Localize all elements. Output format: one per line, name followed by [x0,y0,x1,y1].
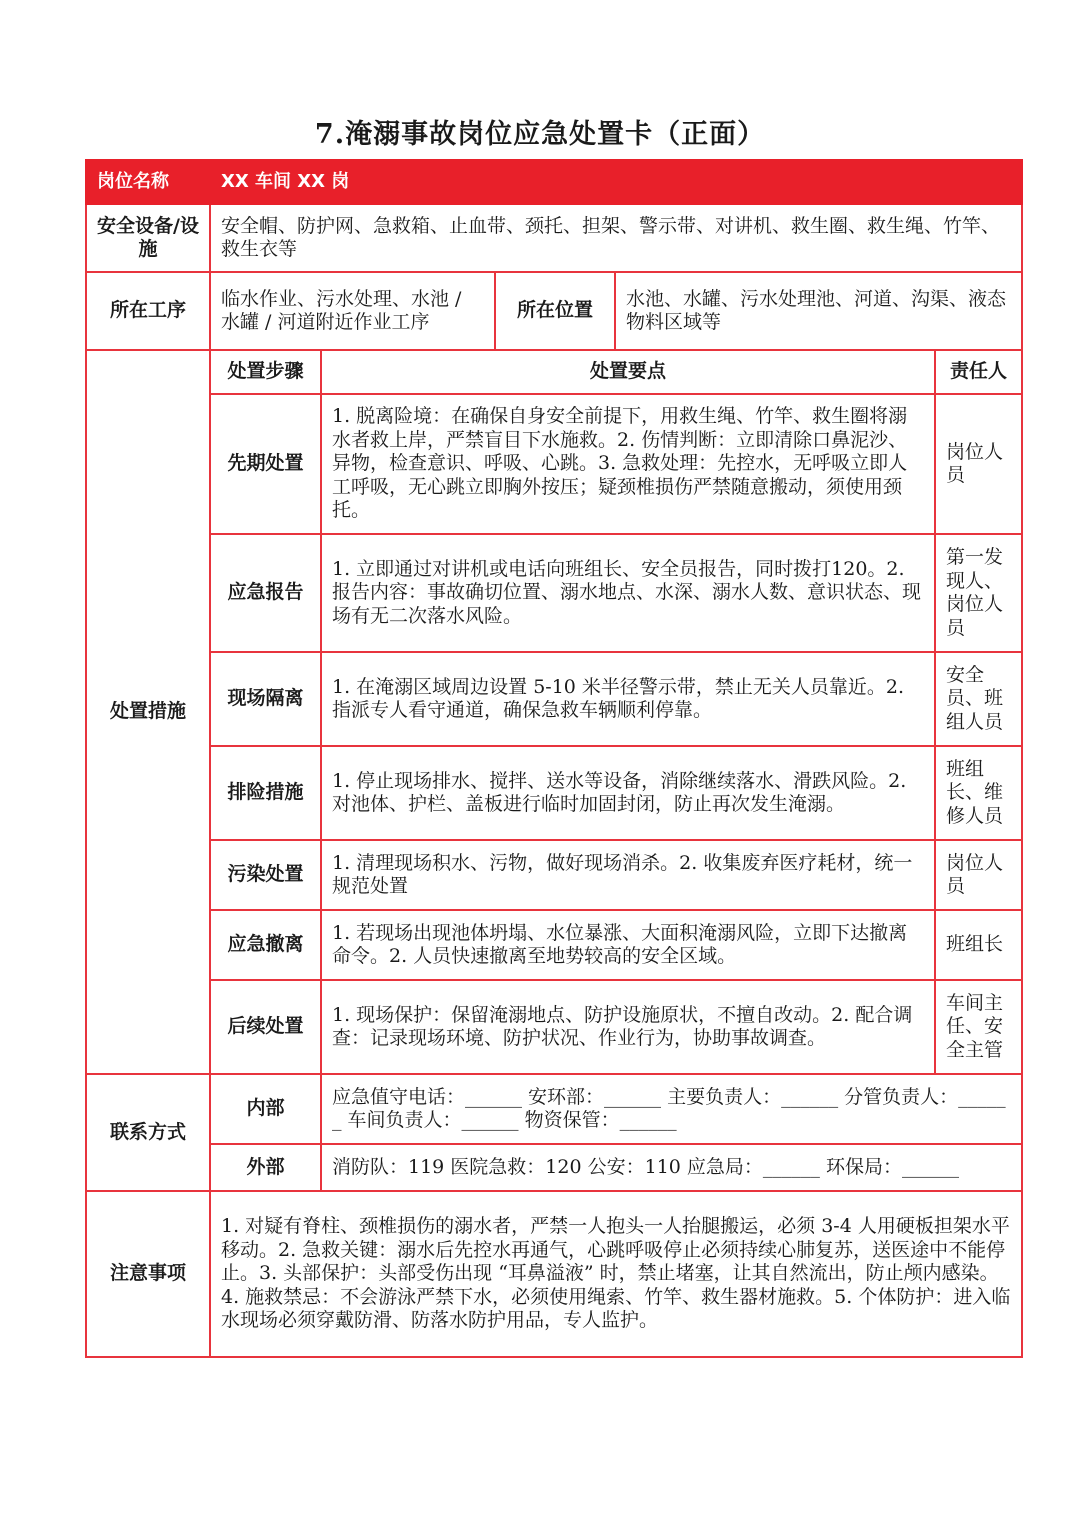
step-points: 1. 在淹溺区域周边设置 5-10 米半径警示带，禁止无关人员靠近。2. 指派专人看守通道，确保急救车辆顺利停靠。 [321,652,935,746]
equipment-row [86,204,1022,272]
notes-label: 注意事项 [86,1191,210,1357]
step-points: 1. 立即通过对讲机或电话向班组长、安全员报告，同时拨打120。2. 报告内容：事故确切位置、溺水地点、水深、溺水人数、意识状态、现场有无二次落水风险。 [321,534,935,652]
process-label: 所在工序 [86,272,210,350]
header-row [86,160,1022,204]
measure-row [86,840,1022,910]
step-name: 应急报告 [210,534,321,652]
emergency-card-table [85,159,1023,1358]
step-person: 班组长 [935,910,1022,980]
step-person: 岗位人员 [935,394,1022,534]
step-person: 第一发现人、岗位人员 [935,534,1022,652]
location-label: 所在位置 [495,272,615,350]
measure-row [86,910,1022,980]
step-person: 车间主任、安全主管 [935,980,1022,1074]
contact-internal-value: 应急值守电话：______ 安环部：______ 主要负责人：______ 分管负责人：______ 车间负责人：______ 物资保管：______ [321,1074,1022,1144]
contact-internal-label: 内部 [210,1074,321,1144]
contact-external-value: 消防队：119 医院急救：120 公安：110 应急局：______ 环保局：______ [321,1144,1022,1191]
step-points: 1. 停止现场排水、搅拌、送水等设备，消除继续落水、滑跌风险。2. 对池体、护栏、盖板进行临时加固封闭，防止再次发生淹溺。 [321,746,935,840]
measure-row [86,652,1022,746]
equipment-value: 安全帽、防护网、急救箱、止血带、颈托、担架、警示带、对讲机、救生圈、救生绳、竹竿、救生衣等 [210,204,1022,272]
notes-value: 1. 对疑有脊柱、颈椎损伤的溺水者，严禁一人抱头一人抬腿搬运，必须 3-4 人用硬板担架水平移动。2. 急救关键：溺水后先控水再通气，心跳呼吸停止必须持续心肺复苏，送医途中不能停止。3. 头部保护：头部受伤出现 “耳鼻溢液” 时，禁止堵塞，让其自然流出，防止颅内感染。4. 施救禁忌：不会游泳严禁下水，必须使用绳索、竹竿、救生器材施救。5. 个体防护：进入临水现场必须穿戴防滑、防落水防护用品，专人监护。 [210,1191,1022,1357]
measure-row [86,394,1022,534]
step-name: 排险措施 [210,746,321,840]
measures-label: 处置措施 [86,350,210,1074]
measure-row [86,746,1022,840]
page-title: 7.淹溺事故岗位应急处置卡（正面） [314,119,766,150]
step-name: 污染处置 [210,840,321,910]
col-step-header: 处置步骤 [210,350,321,394]
step-points: 1. 若现场出现池体坍塌、水位暴涨、大面积淹溺风险，立即下达撤离命令。2. 人员快速撤离至地势较高的安全区域。 [321,910,935,980]
equipment-label: 安全设备/设施 [86,204,210,272]
location-value: 水池、水罐、污水处理池、河道、沟渠、液态物料区域等 [615,272,1022,350]
measure-row [86,534,1022,652]
contact-label: 联系方式 [86,1074,210,1191]
step-name: 后续处置 [210,980,321,1074]
step-name: 应急撤离 [210,910,321,980]
notes-row [86,1191,1022,1357]
post-name-label: 岗位名称 [86,160,210,204]
step-person: 安全员、班组人员 [935,652,1022,746]
measures-header-row [86,350,1022,394]
step-points: 1. 现场保护：保留淹溺地点、防护设施原状，不擅自改动。2. 配合调查：记录现场环境、防护状况、作业行为，协助事故调查。 [321,980,935,1074]
post-name-value: XX 车间 XX 岗 [210,160,1022,204]
step-person: 岗位人员 [935,840,1022,910]
step-person: 班组长、维修人员 [935,746,1022,840]
step-name: 先期处置 [210,394,321,534]
process-value: 临水作业、污水处理、水池 / 水罐 / 河道附近作业工序 [210,272,495,350]
step-name: 现场隔离 [210,652,321,746]
step-points: 1. 清理现场积水、污物，做好现场消杀。2. 收集废弃医疗耗材，统一规范处置 [321,840,935,910]
col-points-header: 处置要点 [321,350,935,394]
contact-external-label: 外部 [210,1144,321,1191]
contact-external-row [86,1144,1022,1191]
col-person-header: 责任人 [935,350,1022,394]
contact-internal-row [86,1074,1022,1144]
process-row [86,272,1022,350]
measure-row [86,980,1022,1074]
step-points: 1. 脱离险境：在确保自身安全前提下，用救生绳、竹竿、救生圈将溺水者救上岸，严禁盲目下水施救。2. 伤情判断：立即清除口鼻泥沙、异物，检查意识、呼吸、心跳。3. 急救处理：先控水，无呼吸立即人工呼吸，无心跳立即胸外按压；疑颈椎损伤严禁随意搬动，须使用颈托。 [321,394,935,534]
